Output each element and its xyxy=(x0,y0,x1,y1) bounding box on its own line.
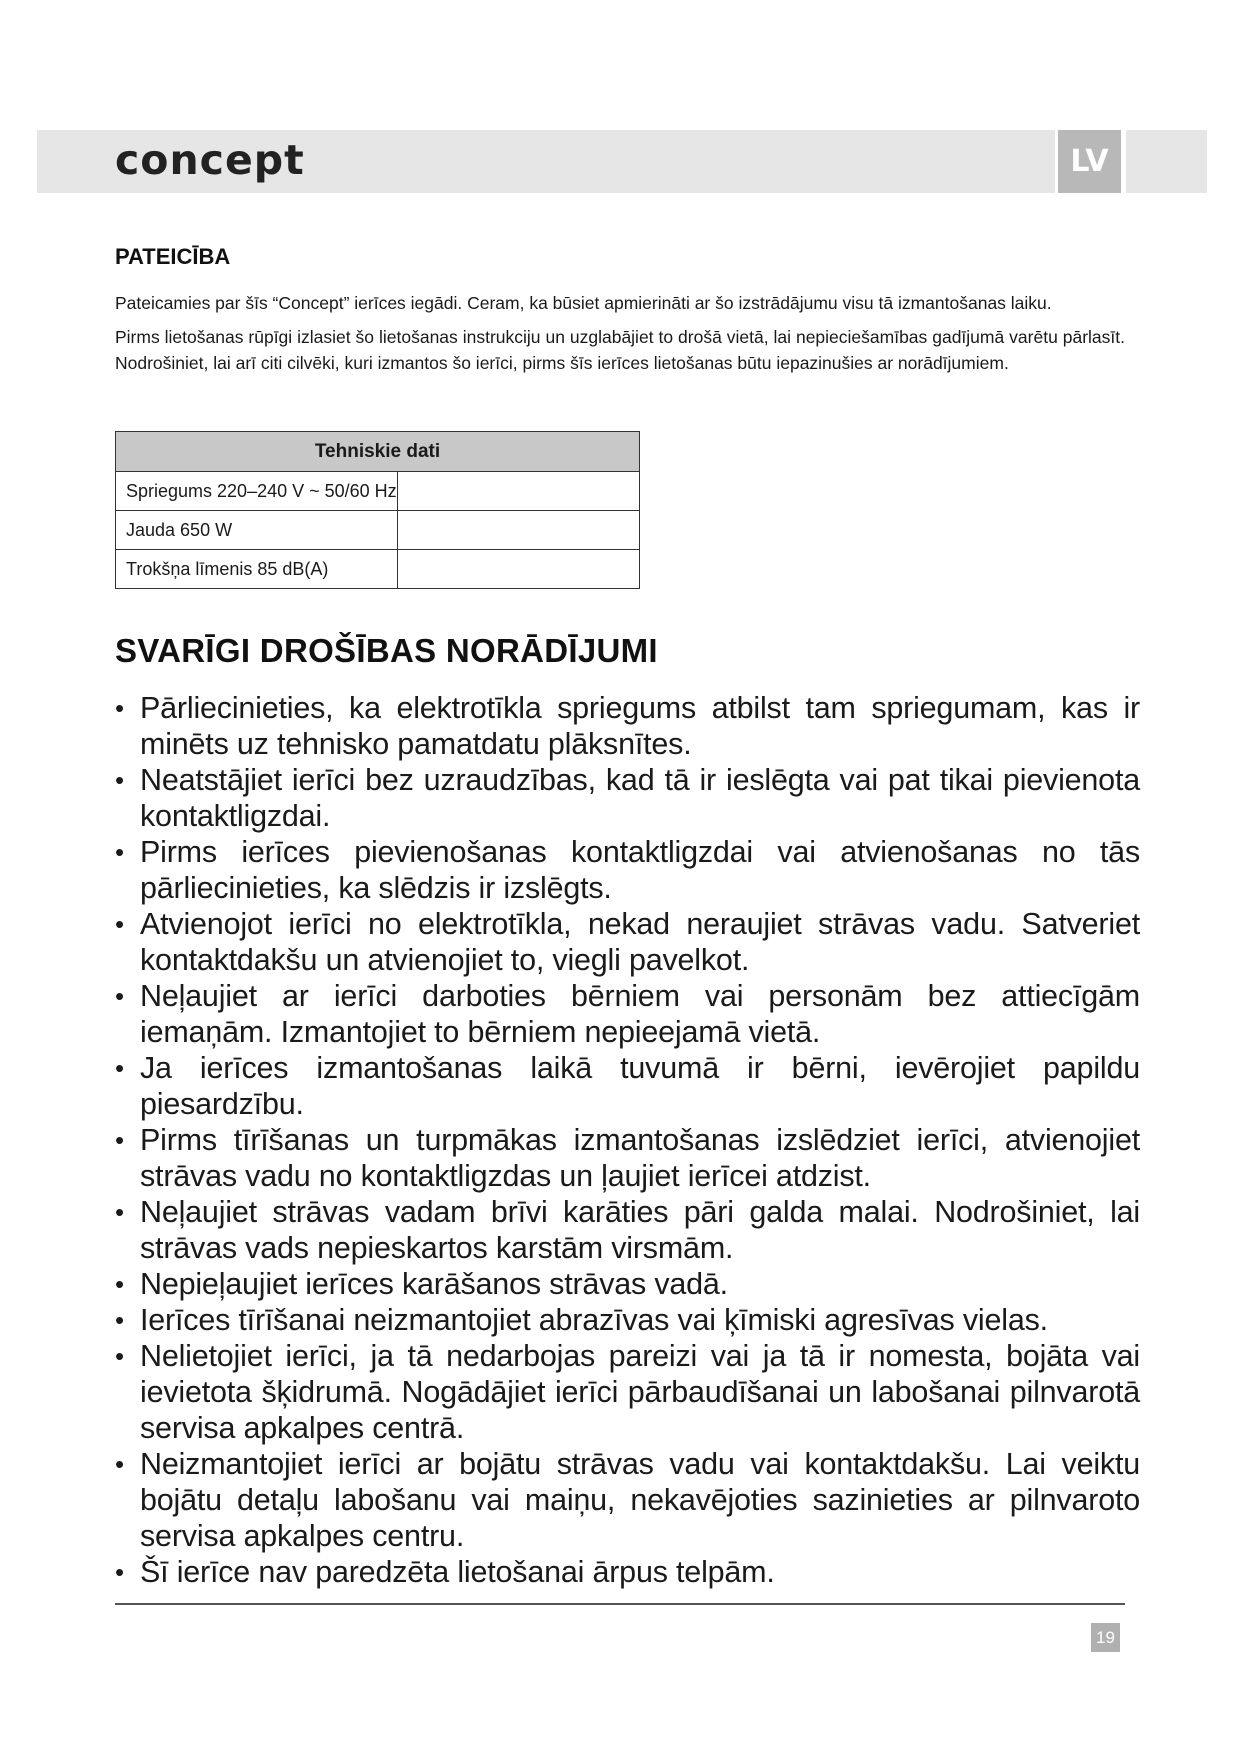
list-item: • Neļaujiet ar ierīci darboties bērniem vai personām bez attiecīgām iemaņām. Izmantojiet to bērniem nepieejamā vietā. xyxy=(115,978,1140,1050)
spec-value xyxy=(397,472,639,511)
header-band-tail xyxy=(1126,130,1207,193)
spec-table-header: Tehniskie dati xyxy=(116,432,640,472)
list-item: • Neizmantojiet ierīci ar bojātu strāvas vadu vai kontaktdakšu. Lai veiktu bojātu detaļu labošanu vai maiņu, nekavējoties sazinieties ar pilnvaroto servisa apkalpes centru. xyxy=(115,1446,1140,1554)
intro-paragraph-2: Pirms lietošanas rūpīgi izlasiet šo lietošanas instrukciju un uzglabājiet to drošā vietā, lai nepieciešamības gadījumā varētu pārlasīt. Nodrošiniet, lai arī citi cilvēki, kuri izmantos šo ierīci, pirms šīs ierīces lietošanas būtu iepazinušies ar norādījumiem. xyxy=(115,327,1125,373)
brand-logo: concept xyxy=(115,136,305,184)
list-item: • Ierīces tīrīšanai neizmantojiet abrazīvas vai ķīmiski agresīvas vielas. xyxy=(115,1302,1140,1338)
spec-label: Trokšņa līmenis 85 dB(A) xyxy=(116,550,398,589)
list-item: • Pārliecinieties, ka elektrotīkla spriegums atbilst tam spriegumam, kas ir minēts uz tehnisko pamatdatu plāksnītes. xyxy=(115,690,1140,762)
spec-label: Spriegums 220–240 V ~ 50/60 Hz xyxy=(116,472,398,511)
spec-value xyxy=(397,550,639,589)
list-item: • Pirms ierīces pievienošanas kontaktligzdai vai atvienošanas no tās pārliecinieties, ka slēdzis ir izslēgts. xyxy=(115,834,1140,906)
list-item: • Šī ierīce nav paredzēta lietošanai ārpus telpām. xyxy=(115,1554,1140,1590)
intro-paragraph-1: Pateicamies par šīs “Concept” ierīces iegādi. Ceram, ka būsiet apmierināti ar šo izstrādājumu visu tā izmantošanas laiku. xyxy=(115,293,1052,313)
list-item: • Atvienojot ierīci no elektrotīkla, nekad neraujiet strāvas vadu. Satveriet kontaktdakšu un atvienojiet to, viegli pavelkot. xyxy=(115,906,1140,978)
list-item: • Pirms tīrīšanas un turpmākas izmantošanas izslēdziet ierīci, atvienojiet strāvas vadu no kontaktligzdas un ļaujiet ierīcei atdzist. xyxy=(115,1122,1140,1194)
table-row xyxy=(116,550,640,589)
table-row xyxy=(116,472,640,511)
spec-table xyxy=(115,431,640,589)
language-badge: LV xyxy=(1058,130,1121,193)
spec-label: Jauda 650 W xyxy=(116,511,398,550)
list-item: • Neatstājiet ierīci bez uzraudzības, kad tā ir ieslēgta vai pat tikai pievienota kontaktligzdai. xyxy=(115,762,1140,834)
list-item: • Nepieļaujiet ierīces karāšanos strāvas vadā. xyxy=(115,1266,1140,1302)
footer-divider xyxy=(115,1603,1125,1605)
list-item: • Ja ierīces izmantošanas laikā tuvumā ir bērni, ievērojiet papildu piesardzību. xyxy=(115,1050,1140,1122)
safety-heading: SVARĪGI DROŠĪBAS NORĀDĪJUMI xyxy=(115,632,658,669)
spec-value xyxy=(397,511,639,550)
safety-list xyxy=(115,690,1140,1590)
page-number: 19 xyxy=(1091,1623,1120,1652)
intro-title: PATEICĪBA xyxy=(115,244,231,269)
list-item: • Nelietojiet ierīci, ja tā nedarbojas pareizi vai ja tā ir nomesta, bojāta vai ievietota šķidrumā. Nogādājiet ierīci pārbaudīšanai un labošanai pilnvarotā servisa apkalpes centrā. xyxy=(115,1338,1140,1446)
table-row xyxy=(116,511,640,550)
list-item: • Neļaujiet strāvas vadam brīvi karāties pāri galda malai. Nodrošiniet, lai strāvas vads nepieskartos karstām virsmām. xyxy=(115,1194,1140,1266)
